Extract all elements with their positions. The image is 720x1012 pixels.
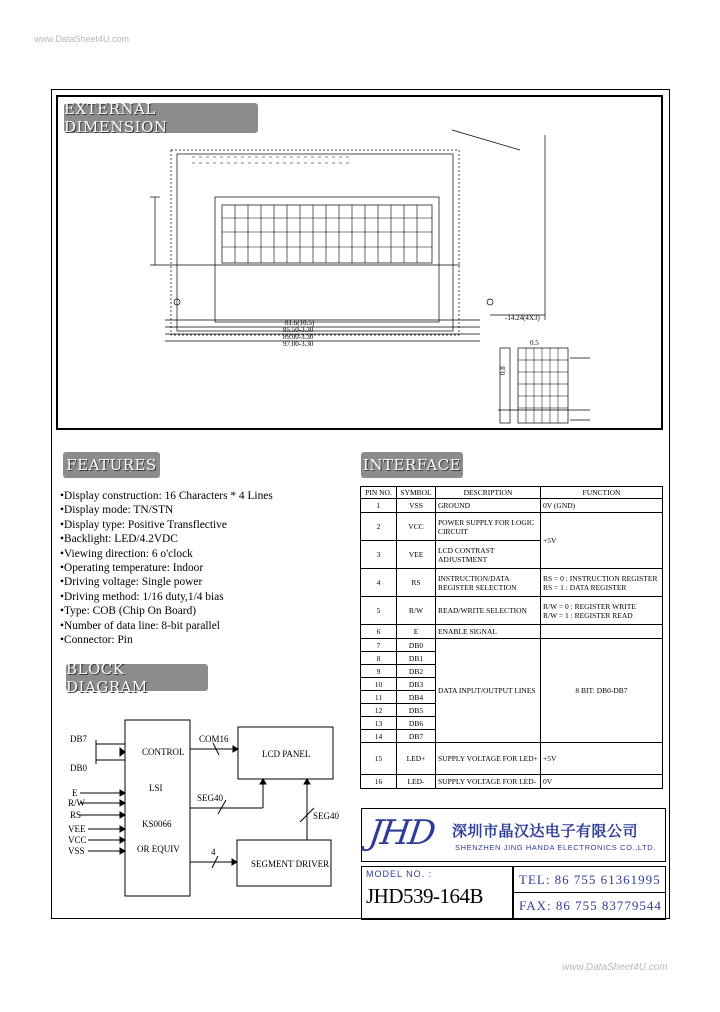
symbol-cell: DB2 <box>397 665 436 678</box>
pin-cell: 5 <box>361 597 397 625</box>
company-logo: JHD <box>366 813 437 853</box>
pin-cell: 3 <box>361 541 397 569</box>
bus-seg40-a: SEG40 <box>197 793 224 803</box>
col-pin: PIN NO. <box>361 487 397 499</box>
pin-cell: 13 <box>361 717 397 730</box>
pin-cell: 2 <box>361 513 397 541</box>
in-vss: VSS <box>68 846 85 856</box>
in-db0: DB0 <box>70 763 88 773</box>
dim-label-pitch: -14.24(4X3) <box>505 314 540 322</box>
pin-cell: 16 <box>361 775 397 789</box>
col-description: DESCRIPTION <box>436 487 541 499</box>
symbol-cell: DB1 <box>397 652 436 665</box>
symbol-cell: VSS <box>397 499 436 513</box>
lcd-panel-label: LCD PANEL <box>262 749 311 759</box>
symbol-cell: VCC <box>397 513 436 541</box>
tel-divider <box>512 892 666 893</box>
pin-cell: 15 <box>361 743 397 775</box>
desc-cell: GROUND <box>436 499 541 513</box>
feature-item: •Display construction: 16 Characters * 4 Lines <box>60 490 273 502</box>
dim-label-2: 85.50-3.30 <box>283 326 314 334</box>
feature-item: •Viewing direction: 6 o'clock <box>60 547 193 560</box>
col-symbol: SYMBOL <box>397 487 436 499</box>
symbol-cell: DB3 <box>397 678 436 691</box>
symbol-cell: LED- <box>397 775 436 789</box>
lsi-line-4: OR EQUIV <box>137 844 180 854</box>
symbol-cell: RS <box>397 569 436 597</box>
bus-seg40-b: SEG40 <box>313 811 340 821</box>
dim-label-1: 81.6(10.5) <box>285 319 315 327</box>
external-dimension-heading: EXTERNAL DIMENSION <box>64 103 258 133</box>
company-name-cn: 深圳市晶汉达电子有限公司 <box>452 822 639 840</box>
pin-cell: 4 <box>361 569 397 597</box>
feature-item: •Display type: Positive Transflective <box>60 518 227 531</box>
pin-cell: 10 <box>361 678 397 691</box>
in-rw: R/W <box>68 798 85 808</box>
model-label: MODEL NO. : <box>366 869 433 879</box>
pin-cell: 11 <box>361 691 397 704</box>
func-cell: +5V <box>541 743 663 775</box>
telephone: TEL: 86 755 61361995 <box>519 872 661 887</box>
symbol-cell: DB5 <box>397 704 436 717</box>
data-func-cell: 8 BIT: DB0-DB7 <box>541 639 663 743</box>
symbol-cell: DB0 <box>397 639 436 652</box>
dim-label-4: 97.00-3.30 <box>283 340 314 348</box>
pin-cell: 14 <box>361 730 397 743</box>
in-vcc: VCC <box>68 835 87 845</box>
features-heading: FEATURES <box>63 452 160 478</box>
pin-cell: 8 <box>361 652 397 665</box>
feature-item: •Driving voltage: Single power <box>60 576 203 589</box>
feature-item: •Number of data line: 8-bit parallel <box>60 619 220 632</box>
col-function: FUNCTION <box>541 487 663 499</box>
company-name-en: SHENZHEN JING HANDA ELECTRONICS CO.,LTD. <box>455 843 656 852</box>
symbol-cell: LED+ <box>397 743 436 775</box>
feature-item: •Connector: Pin <box>60 634 133 647</box>
in-rs: RS <box>70 810 82 820</box>
feature-item: •Backlight: LED/4.2VDC <box>60 533 178 546</box>
pin-cell: 7 <box>361 639 397 652</box>
func-cell: R/W = 0 : REGISTER WRITE R/W = 1 : REGISTER READ <box>541 597 663 625</box>
feature-item: •Display mode: TN/STN <box>60 504 174 517</box>
feature-item: •Type: COB (Chip On Board) <box>60 605 197 618</box>
model-number: JHD539-164B <box>366 884 484 908</box>
block-diagram-heading: BLOCK DIAGRAM <box>66 664 208 691</box>
bus-com16: COM16 <box>199 734 229 744</box>
dim-side-2: 0.8 <box>499 366 507 375</box>
segment-driver-label: SEGMENT DRIVER <box>251 859 330 869</box>
feature-item: •Operating temperature: Indoor <box>60 562 204 575</box>
func-cell: RS = 0 : INSTRUCTION REGISTER RS = 1 : DATA REGISTER <box>541 569 663 597</box>
bus-4: 4 <box>211 847 216 857</box>
desc-cell: ENABLE SIGNAL <box>436 625 541 639</box>
desc-cell: SUPPLY VOLTAGE FOR LED- <box>436 775 541 789</box>
dim-side-1: 0.5 <box>530 339 539 347</box>
symbol-cell: DB7 <box>397 730 436 743</box>
lsi-line-1: CONTROL <box>142 747 185 757</box>
pin-cell: 6 <box>361 625 397 639</box>
lsi-line-2: LSI <box>149 783 163 793</box>
func-cell: +5V <box>541 513 663 569</box>
desc-cell: INSTRUCTION/DATA REGISTER SELECTION <box>436 569 541 597</box>
watermark-top: www.DataSheet4U.com <box>34 34 130 44</box>
dim-label-3: 89.00-3.30 <box>283 333 314 341</box>
func-cell: 0V (GND) <box>541 499 663 513</box>
desc-cell: POWER SUPPLY FOR LOGIC CIRCUIT <box>436 513 541 541</box>
pin-cell: 9 <box>361 665 397 678</box>
desc-cell: READ/WRITE SELECTION <box>436 597 541 625</box>
symbol-cell: E <box>397 625 436 639</box>
desc-cell: SUPPLY VOLTAGE FOR LED+ <box>436 743 541 775</box>
symbol-cell: VEE <box>397 541 436 569</box>
watermark-bottom: www.DataSheet4U.com <box>562 962 668 973</box>
desc-cell: LCD CONTRAST ADJUSTMENT <box>436 541 541 569</box>
pin-cell: 1 <box>361 499 397 513</box>
func-cell: 0V <box>541 775 663 789</box>
lsi-line-3: KS0066 <box>142 819 172 829</box>
interface-heading: INTERFACE <box>361 452 463 478</box>
model-divider <box>512 866 514 920</box>
in-e: E <box>72 788 78 798</box>
pin-cell: 12 <box>361 704 397 717</box>
symbol-cell: DB6 <box>397 717 436 730</box>
feature-item: •Driving method: 1/16 duty,1/4 bias <box>60 590 224 603</box>
in-vee: VEE <box>68 824 86 834</box>
in-db7: DB7 <box>70 734 88 744</box>
fax: FAX: 86 755 83779544 <box>519 898 662 913</box>
data-desc-cell: DATA INPUT/OUTPUT LINES <box>436 639 541 743</box>
symbol-cell: R/W <box>397 597 436 625</box>
symbol-cell: DB4 <box>397 691 436 704</box>
